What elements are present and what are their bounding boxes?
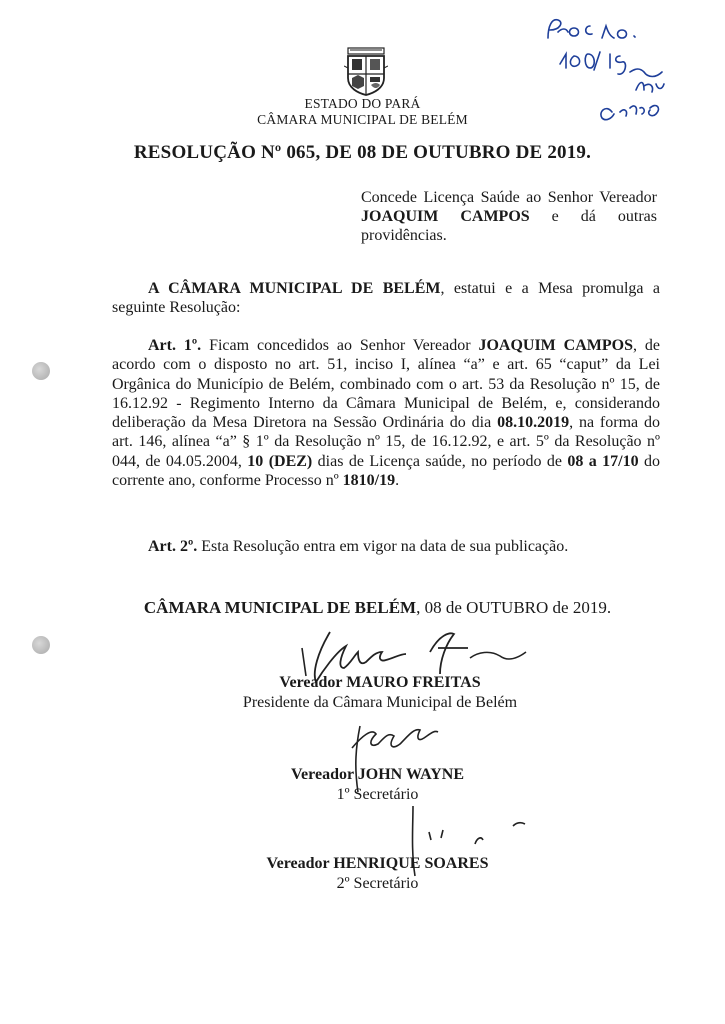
article-1-text: , na forma do art. 146, alínea “a” § 1º da Resolução nº 15, de 16.12.92, e art. 5º da Resolução nº 044, de 04.05.2004, bbox=[112, 414, 660, 470]
article-2-label: Art. 2º. bbox=[148, 538, 198, 555]
article-1-text: dias de Licença saúde, no período de bbox=[312, 452, 568, 470]
article-1-text: . bbox=[395, 472, 400, 490]
signatory-role: 1º Secretário bbox=[336, 786, 419, 803]
ementa-text: Concede Licença Saúde ao Senhor Vereador bbox=[361, 189, 657, 206]
article-2-paragraph bbox=[112, 537, 660, 556]
punch-hole bbox=[32, 636, 50, 654]
article-1-process: 1810/19 bbox=[342, 472, 396, 490]
header-chamber: CÂMARA MUNICIPAL DE BELÉM bbox=[257, 112, 468, 127]
article-1-text: do corrente ano, conforme Processo nº bbox=[112, 452, 660, 490]
ementa bbox=[361, 188, 657, 245]
resolution-title: RESOLUÇÃO Nº 065, DE 08 DE OUTUBRO DE 2019. bbox=[133, 142, 592, 163]
article-1-text: , de acordo com o disposto no art. 51, inciso I, alínea “a” e art. 65 “caput” da Lei Orgânica do Município de Belém, combinado com o art. 53 da Resolução nº 15, de 16.12.92 - Regimento Interno da Câmara Municipal de Belém, e, considerando deliberação da Mesa Diretora na Sessão Ordinária do dia bbox=[112, 337, 661, 432]
punch-hole bbox=[32, 362, 50, 380]
signatory-name: Vereador HENRIQUE SOARES bbox=[266, 855, 489, 872]
article-2-text: Esta Resolução entra em vigor na data de sua publicação. bbox=[197, 538, 569, 555]
signatory-name: Vereador JOHN WAYNE bbox=[290, 766, 465, 783]
ementa-text: e dá outras providências. bbox=[361, 208, 657, 244]
article-1-label: Art. 1º. bbox=[148, 337, 202, 354]
closing-date: , 08 de OUTUBRO de 2019. bbox=[416, 598, 612, 617]
signatory-role: Presidente da Câmara Municipal de Belém bbox=[242, 694, 518, 711]
closing-chamber: CÂMARA MUNICIPAL DE BELÉM bbox=[143, 598, 417, 617]
header-state: ESTADO DO PARÁ bbox=[304, 96, 421, 111]
article-1-days: 10 (DEZ) bbox=[247, 452, 313, 470]
article-1-name: JOAQUIM CAMPOS bbox=[478, 337, 633, 354]
preamble-paragraph bbox=[112, 279, 660, 318]
preamble-chamber: A CÂMARA MUNICIPAL DE BELÉM bbox=[148, 280, 441, 297]
article-1-text: Ficam concedidos ao Senhor Vereador bbox=[201, 337, 479, 354]
signatory-role: 2º Secretário bbox=[336, 875, 419, 892]
article-1-period: 08 a 17/10 bbox=[567, 452, 639, 470]
closing-line bbox=[0, 598, 725, 618]
coat-of-arms-icon bbox=[344, 46, 388, 96]
ementa-name: JOAQUIM CAMPOS bbox=[361, 208, 530, 225]
preamble-text: , estatui e a Mesa promulga a seguinte Resolução: bbox=[112, 280, 661, 317]
signatory-name: Vereador MAURO FREITAS bbox=[279, 674, 481, 691]
article-1-paragraph bbox=[112, 336, 660, 490]
article-1-date: 08.10.2019 bbox=[497, 414, 570, 432]
handwritten-process-note bbox=[540, 8, 690, 138]
